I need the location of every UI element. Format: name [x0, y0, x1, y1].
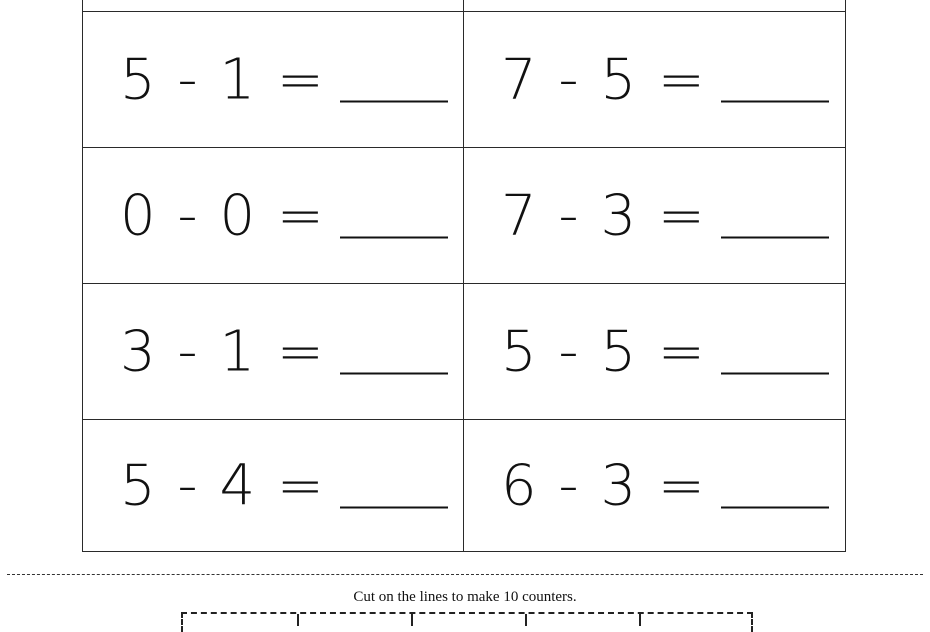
answer-blank[interactable]	[340, 372, 448, 374]
problem-grid	[82, 0, 846, 552]
subtraction-problem	[120, 453, 448, 518]
problem-cell	[83, 12, 464, 148]
answer-blank[interactable]	[340, 100, 448, 102]
problem-expression: 6 - 3 =	[501, 453, 707, 518]
problem-cell	[464, 0, 845, 12]
answer-blank[interactable]	[340, 506, 448, 508]
cut-line	[7, 574, 923, 575]
subtraction-problem	[501, 47, 829, 112]
subtraction-problem	[120, 183, 448, 248]
answer-blank[interactable]	[721, 372, 829, 374]
subtraction-problem	[501, 319, 829, 384]
answer-blank[interactable]	[721, 236, 829, 238]
problem-expression: 7 - 3 =	[501, 183, 707, 248]
problem-expression: 5 - 4 =	[120, 453, 326, 518]
subtraction-problem	[501, 183, 829, 248]
problem-cell	[464, 284, 845, 420]
problem-cell	[464, 148, 845, 284]
subtraction-problem	[120, 319, 448, 384]
counter-divider	[525, 614, 527, 626]
problem-cell	[83, 420, 464, 551]
counter-cutout-strip	[181, 612, 753, 632]
problem-expression: 5 - 5 =	[501, 319, 707, 384]
cut-instruction: Cut on the lines to make 10 counters.	[353, 589, 577, 605]
answer-blank[interactable]	[721, 506, 829, 508]
subtraction-problem	[501, 453, 829, 518]
problem-cell	[83, 284, 464, 420]
counter-divider	[639, 614, 641, 626]
problem-expression: 5 - 1 =	[120, 47, 326, 112]
problem-expression: 3 - 1 =	[120, 319, 326, 384]
problem-expression: 0 - 0 =	[120, 183, 326, 248]
answer-blank[interactable]	[721, 100, 829, 102]
answer-blank[interactable]	[340, 236, 448, 238]
counter-divider	[411, 614, 413, 626]
problem-cell	[83, 148, 464, 284]
subtraction-problem	[120, 47, 448, 112]
problem-cell	[83, 0, 464, 12]
problem-cell	[464, 12, 845, 148]
problem-expression: 7 - 5 =	[501, 47, 707, 112]
counter-divider	[297, 614, 299, 626]
problem-cell	[464, 420, 845, 551]
